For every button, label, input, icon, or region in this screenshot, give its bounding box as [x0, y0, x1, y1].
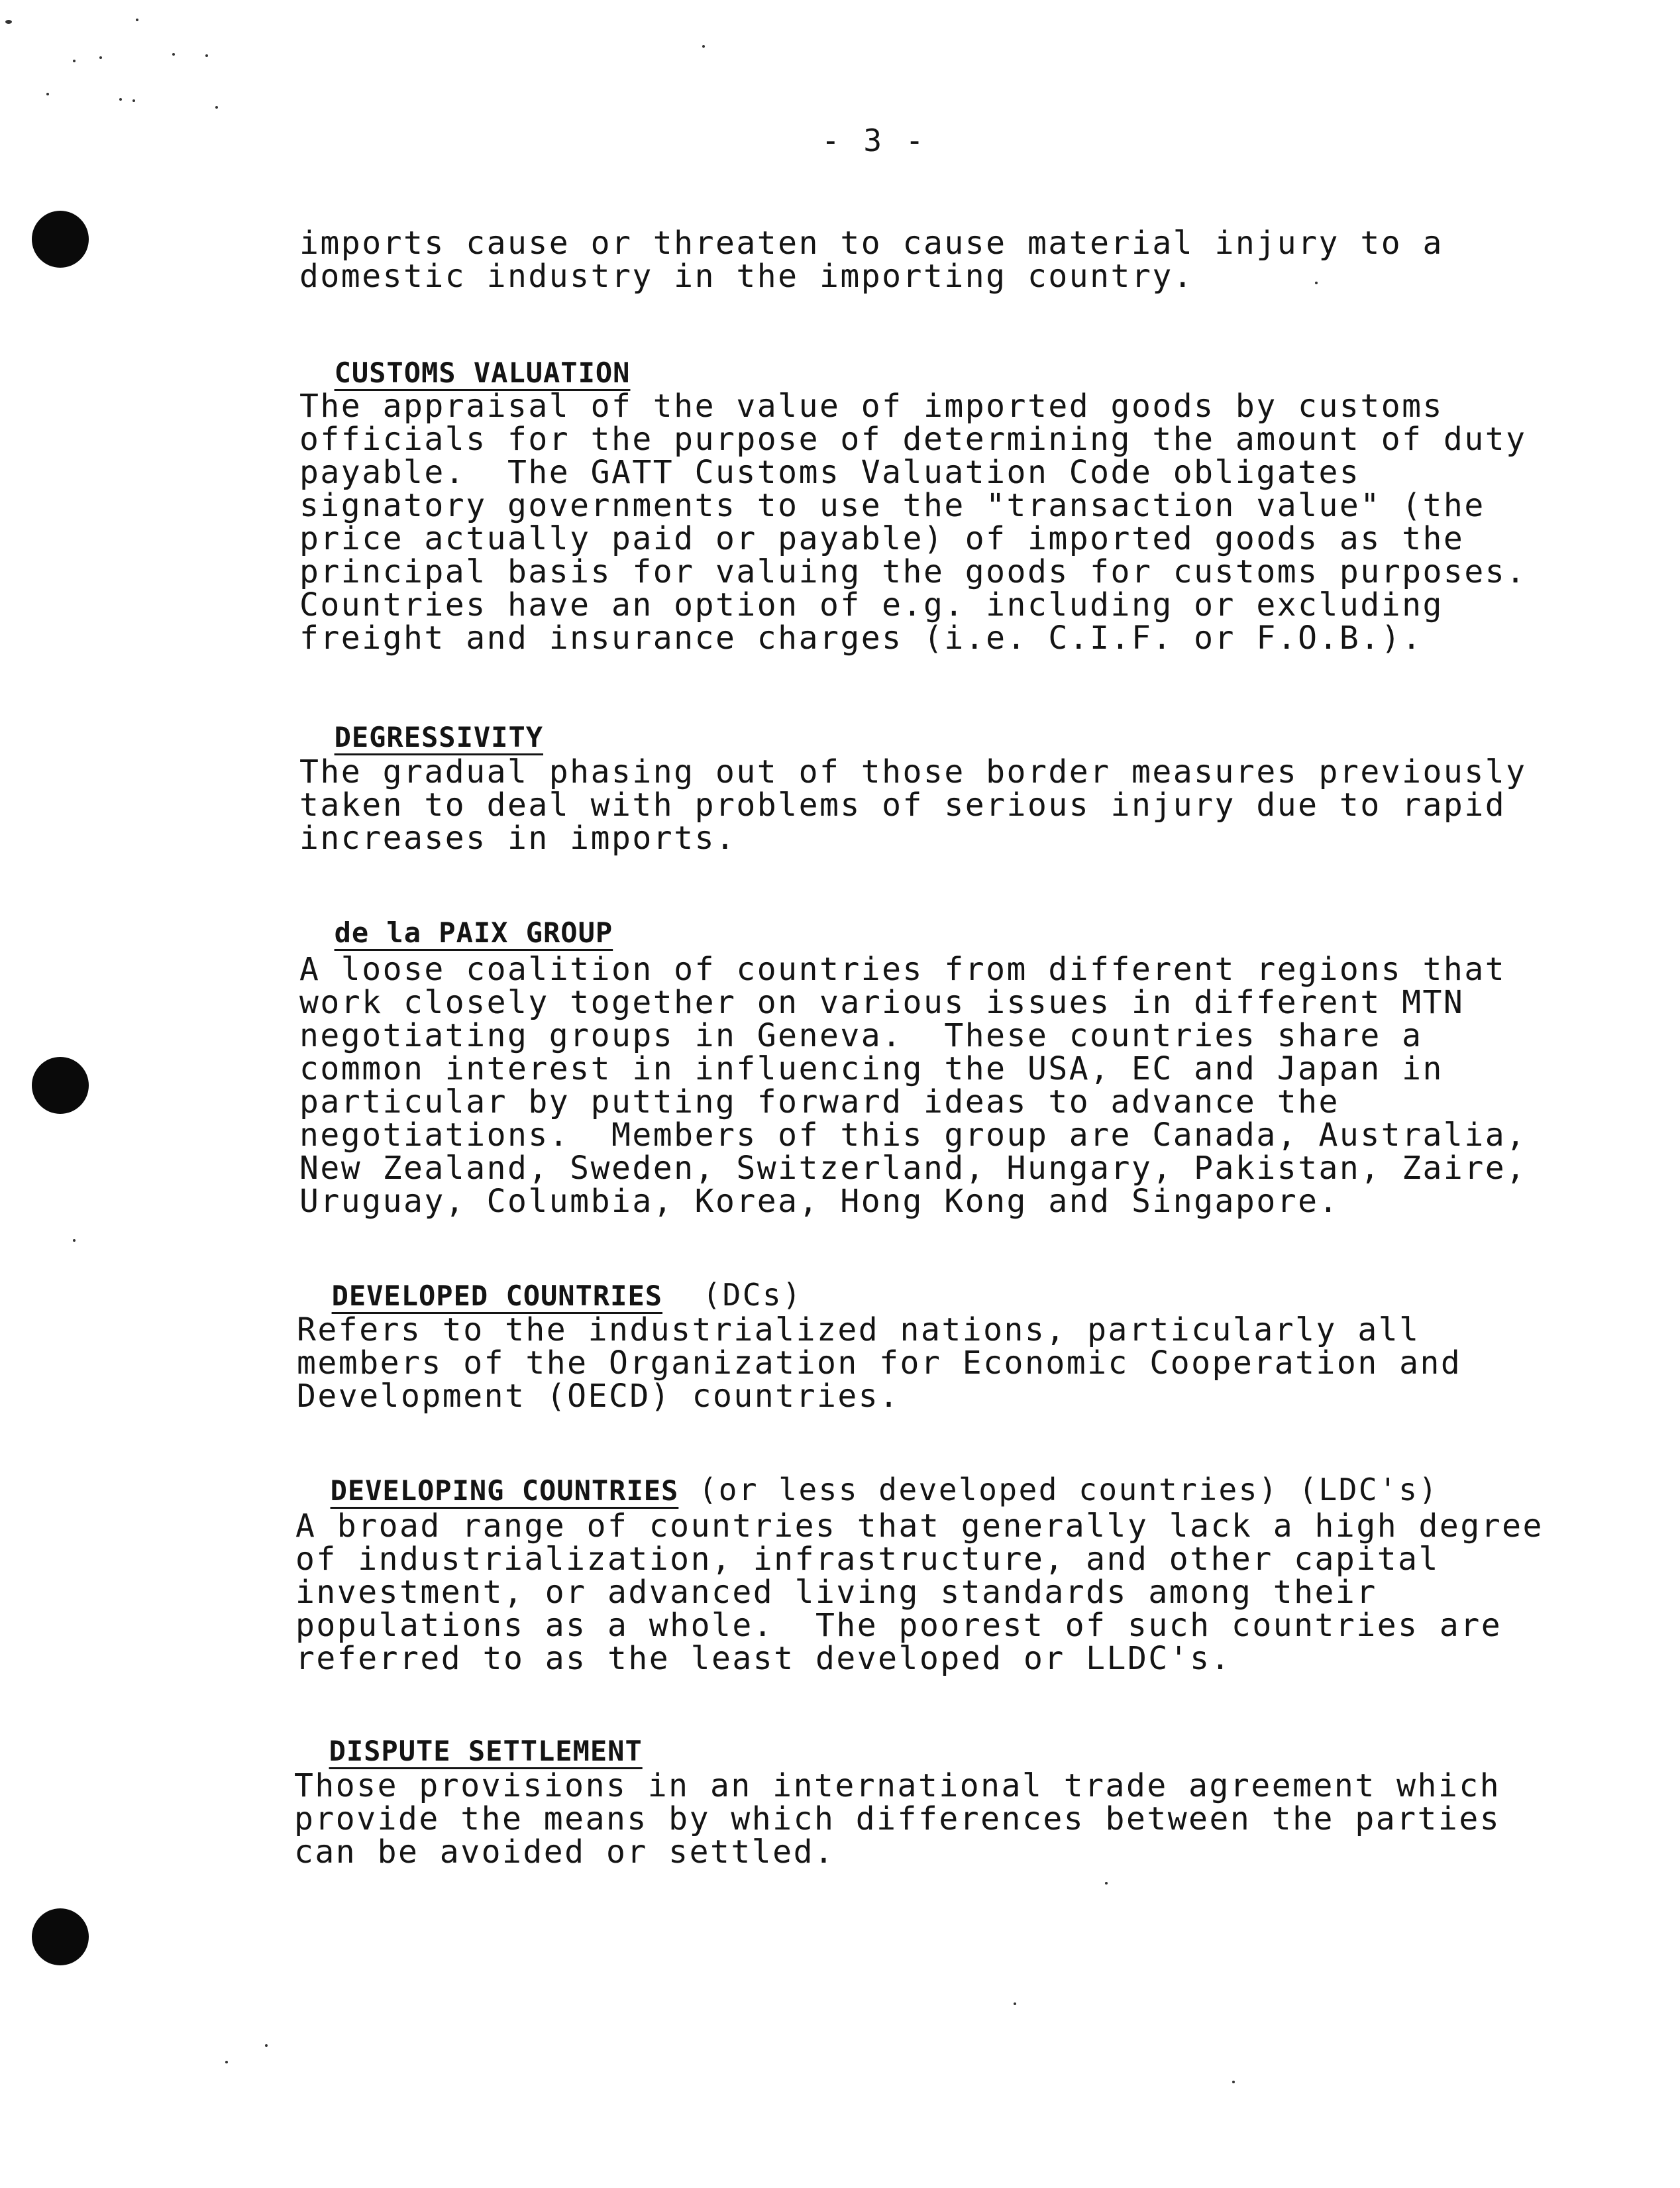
binder-hole-top — [32, 211, 89, 268]
scan-speck — [215, 106, 218, 109]
scan-speck — [1232, 2081, 1235, 2083]
scan-speck — [1105, 1882, 1108, 1885]
term-label: de la PAIX GROUP — [334, 916, 613, 949]
page-number: - 3 - — [821, 123, 927, 158]
scan-speck — [99, 56, 102, 59]
scan-speck — [265, 2044, 268, 2047]
scan-speck — [205, 54, 208, 57]
scan-speck — [1014, 2002, 1016, 2005]
definition-de-la-paix-group: A loose coalition of countries from different regions that work closely together on various issues in different MTN negotiating groups in Geneva. These countries share a common interest in influencing the USA, EC and Japan in particular by putting forward ideas to advance the negotiations. Members of this group are Canada, Australia, New Zealand, Sweden, Switzerland, Hungary, Pakistan, Zaire, Uruguay, Columbia, Korea, Hong Kong and Singapore. — [299, 951, 1527, 1220]
glossary-term-de-la-paix-group — [299, 881, 613, 950]
binder-hole-bottom — [32, 1908, 89, 1965]
glossary-term-developed-countries — [297, 1244, 802, 1313]
definition-developing-countries: A broad range of countries that generally lack a high degree of industrialization, infrastructure, and other capital investment, or advanced living standards among their populations as a whole. The poorest of such countries are referred to as the least developed or LLDC's. — [295, 1507, 1544, 1677]
scan-speck — [119, 98, 122, 101]
scan-speck — [172, 53, 175, 56]
scan-speck — [73, 1239, 76, 1242]
definition-degressivity: The gradual phasing out of those border measures previously taken to deal with problems of serious injury due to rapid increases in imports. — [299, 753, 1527, 857]
scan-speck — [73, 60, 76, 62]
glossary-term-degressivity — [299, 686, 543, 754]
intro-paragraph: imports cause or threaten to cause material injury to a domestic industry in the importing country. — [299, 225, 1444, 295]
scan-speck — [5, 20, 12, 24]
scan-speck — [46, 93, 49, 95]
term-label: CUSTOMS VALUATION — [334, 356, 631, 389]
scan-speck — [702, 45, 705, 48]
glossary-term-customs-valuation — [299, 321, 630, 390]
term-suffix: (DCs) — [662, 1277, 803, 1313]
scan-speck — [136, 19, 138, 21]
scan-speck — [132, 99, 135, 102]
glossary-term-developing-countries — [295, 1439, 1439, 1507]
term-label: DISPUTE SETTLEMENT — [329, 1735, 643, 1767]
definition-dispute-settlement: Those provisions in an international trade agreement which provide the means by which differences between the parties can be avoided or settled. — [294, 1767, 1501, 1871]
binder-hole-middle — [32, 1057, 89, 1114]
definition-customs-valuation: The appraisal of the value of imported goods by customs officials for the purpose of determining the amount of duty payable. The GATT Customs Valuation Code obligates signatory governments to use the "transaction value" (the price actually paid or payable) of imported goods as the principal basis for valuing the goods for customs purposes. Countries have an option of e.g. including or excluding freight and insurance charges (i.e. C.I.F. or F.O.B.). — [299, 388, 1527, 657]
term-label: DEVELOPED COUNTRIES — [331, 1280, 663, 1312]
definition-developed-countries: Refers to the industrialized nations, particularly all members of the Organization for Economic Cooperation and Development (OECD) countries. — [297, 1311, 1462, 1415]
term-suffix: (or less developed countries) (LDC's) — [678, 1472, 1439, 1507]
term-label: DEVELOPING COUNTRIES — [330, 1474, 679, 1507]
scan-speck — [225, 2061, 228, 2063]
glossary-term-dispute-settlement — [294, 1700, 643, 1768]
term-label: DEGRESSIVITY — [334, 721, 544, 753]
